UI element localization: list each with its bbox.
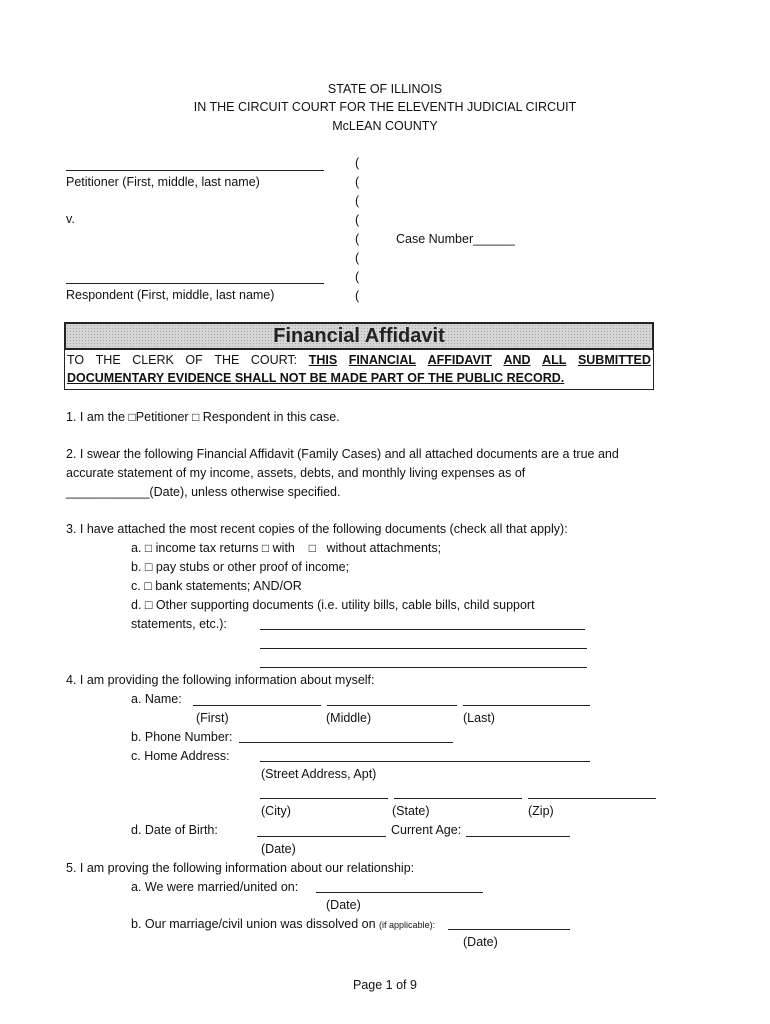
dob-date-label: (Date) — [261, 842, 296, 856]
versus-label: v. — [66, 212, 75, 226]
state-line[interactable] — [394, 798, 522, 799]
court-state: STATE OF ILLINOIS — [327, 82, 443, 96]
other-documents-line[interactable] — [260, 648, 587, 649]
petitioner-checkbox[interactable]: □ — [128, 410, 136, 424]
respondent-label: Respondent (First, middle, last name) — [66, 288, 275, 302]
dissolved-date-label: (Date) — [463, 935, 498, 949]
tax-returns-label: income tax returns — [152, 541, 262, 555]
first-name-line[interactable] — [193, 705, 321, 706]
caption-paren: ( — [355, 213, 360, 227]
caption-paren: ( — [355, 194, 360, 208]
item-3-intro: 3. I have attached the most recent copies of the following documents (check all that apply): — [66, 522, 568, 536]
item-1 — [66, 410, 340, 424]
notice-word: OF — [185, 353, 203, 367]
other-documents-line[interactable] — [260, 667, 587, 668]
notice-word: SUBMITTED — [577, 353, 651, 367]
street-label: (Street Address, Apt) — [261, 767, 377, 781]
item-1-prefix: 1. I am the — [66, 410, 129, 424]
caption-paren: ( — [355, 270, 360, 284]
date-of-birth-line[interactable] — [257, 836, 386, 837]
address-label: c. Home Address: — [131, 749, 230, 763]
notice-word: AND — [503, 353, 531, 367]
notice-word: THE — [95, 353, 121, 367]
if-applicable-note: (if applicable) — [379, 920, 433, 930]
item-2-line-1: 2. I swear the following Financial Affidavit (Family Cases) and all attached documents are a true and — [66, 447, 619, 461]
zip-label: (Zip) — [528, 804, 554, 818]
caption-paren: ( — [355, 175, 360, 189]
item-3a-prefix: a. — [131, 541, 145, 555]
caption-paren: ( — [355, 232, 360, 246]
without-attachments-checkbox[interactable]: □ — [308, 541, 317, 555]
dissolved-text: b. Our marriage/civil union was dissolved on — [131, 917, 376, 931]
item-2-line-2: accurate statement of my income, assets, debts, and monthly living expenses as of — [66, 466, 526, 480]
item-4-intro: 4. I am providing the following information about myself: — [66, 673, 375, 687]
respondent-checkbox[interactable]: □ — [192, 410, 200, 424]
dissolved-date-line[interactable] — [448, 929, 570, 930]
item-2-date-field[interactable]: ____________(Date), unless otherwise specified. — [66, 485, 341, 499]
middle-label: (Middle) — [326, 711, 372, 725]
city-line[interactable] — [260, 798, 388, 799]
item-3d-cont: statements, etc.): — [131, 617, 227, 631]
phone-number-line[interactable] — [239, 742, 453, 743]
other-documents-line[interactable] — [260, 629, 585, 630]
without-label: without attachments; — [326, 541, 442, 555]
clerk-notice — [64, 350, 654, 390]
first-label: (First) — [196, 711, 229, 725]
item-3a — [131, 541, 441, 555]
petitioner-label: Petitioner (First, middle, last name) — [66, 175, 260, 189]
item-3c[interactable]: c. □ bank statements; AND/OR — [131, 579, 302, 593]
item-5-intro: 5. I am proving the following information about our relationship: — [66, 861, 415, 875]
notice-word: COURT: — [250, 353, 298, 367]
respondent-name-line[interactable] — [66, 283, 324, 284]
city-label: (City) — [261, 804, 291, 818]
with-attachments-checkbox[interactable]: □ — [261, 541, 270, 555]
current-age-line[interactable] — [466, 836, 570, 837]
respondent-option: Respondent in this case. — [199, 410, 340, 424]
married-date-line[interactable] — [316, 892, 483, 893]
petitioner-name-line[interactable] — [66, 170, 324, 171]
with-label: with — [269, 541, 299, 555]
zip-line[interactable] — [528, 798, 656, 799]
last-name-line[interactable] — [463, 705, 590, 706]
dob-label: d. Date of Birth: — [131, 823, 218, 837]
notice-word: THIS — [308, 353, 338, 367]
dissolved-colon: : — [432, 920, 436, 930]
last-label: (Last) — [463, 711, 495, 725]
married-date-label: (Date) — [326, 898, 361, 912]
notice-word: THE — [214, 353, 240, 367]
notice-line-1 — [67, 353, 651, 367]
dissolved-label — [131, 917, 435, 931]
court-name: IN THE CIRCUIT COURT FOR THE ELEVENTH JUDICIAL CIRCUIT — [193, 100, 577, 114]
item-3d[interactable]: d. □ Other supporting documents (i.e. utility bills, cable bills, child support — [131, 598, 535, 612]
middle-name-line[interactable] — [327, 705, 457, 706]
phone-label: b. Phone Number: — [131, 730, 233, 744]
petitioner-option: Petitioner — [135, 410, 193, 424]
page-number: Page 1 of 9 — [353, 978, 417, 992]
notice-line-2: DOCUMENTARY EVIDENCE SHALL NOT BE MADE PART OF THE PUBLIC RECORD. — [67, 371, 565, 385]
court-county: McLEAN COUNTY — [332, 119, 438, 133]
notice-word: CLERK — [132, 353, 174, 367]
notice-word: FINANCIAL — [348, 353, 417, 367]
title-banner — [64, 322, 654, 350]
item-3b[interactable]: b. □ pay stubs or other proof of income; — [131, 560, 350, 574]
caption-paren: ( — [355, 289, 360, 303]
tax-returns-checkbox[interactable]: □ — [144, 541, 153, 555]
notice-word: ALL — [542, 353, 567, 367]
notice-word: TO — [67, 353, 85, 367]
name-label: a. Name: — [131, 692, 182, 706]
street-address-line[interactable] — [260, 761, 590, 762]
married-label: a. We were married/united on: — [131, 880, 299, 894]
current-age-label: Current Age: — [391, 823, 462, 837]
notice-word: AFFIDAVIT — [427, 353, 492, 367]
form-title: Financial Affidavit — [273, 325, 445, 347]
case-number-field[interactable]: Case Number______ — [396, 232, 515, 246]
state-label: (State) — [392, 804, 430, 818]
caption-paren: ( — [355, 156, 360, 170]
caption-paren: ( — [355, 251, 360, 265]
